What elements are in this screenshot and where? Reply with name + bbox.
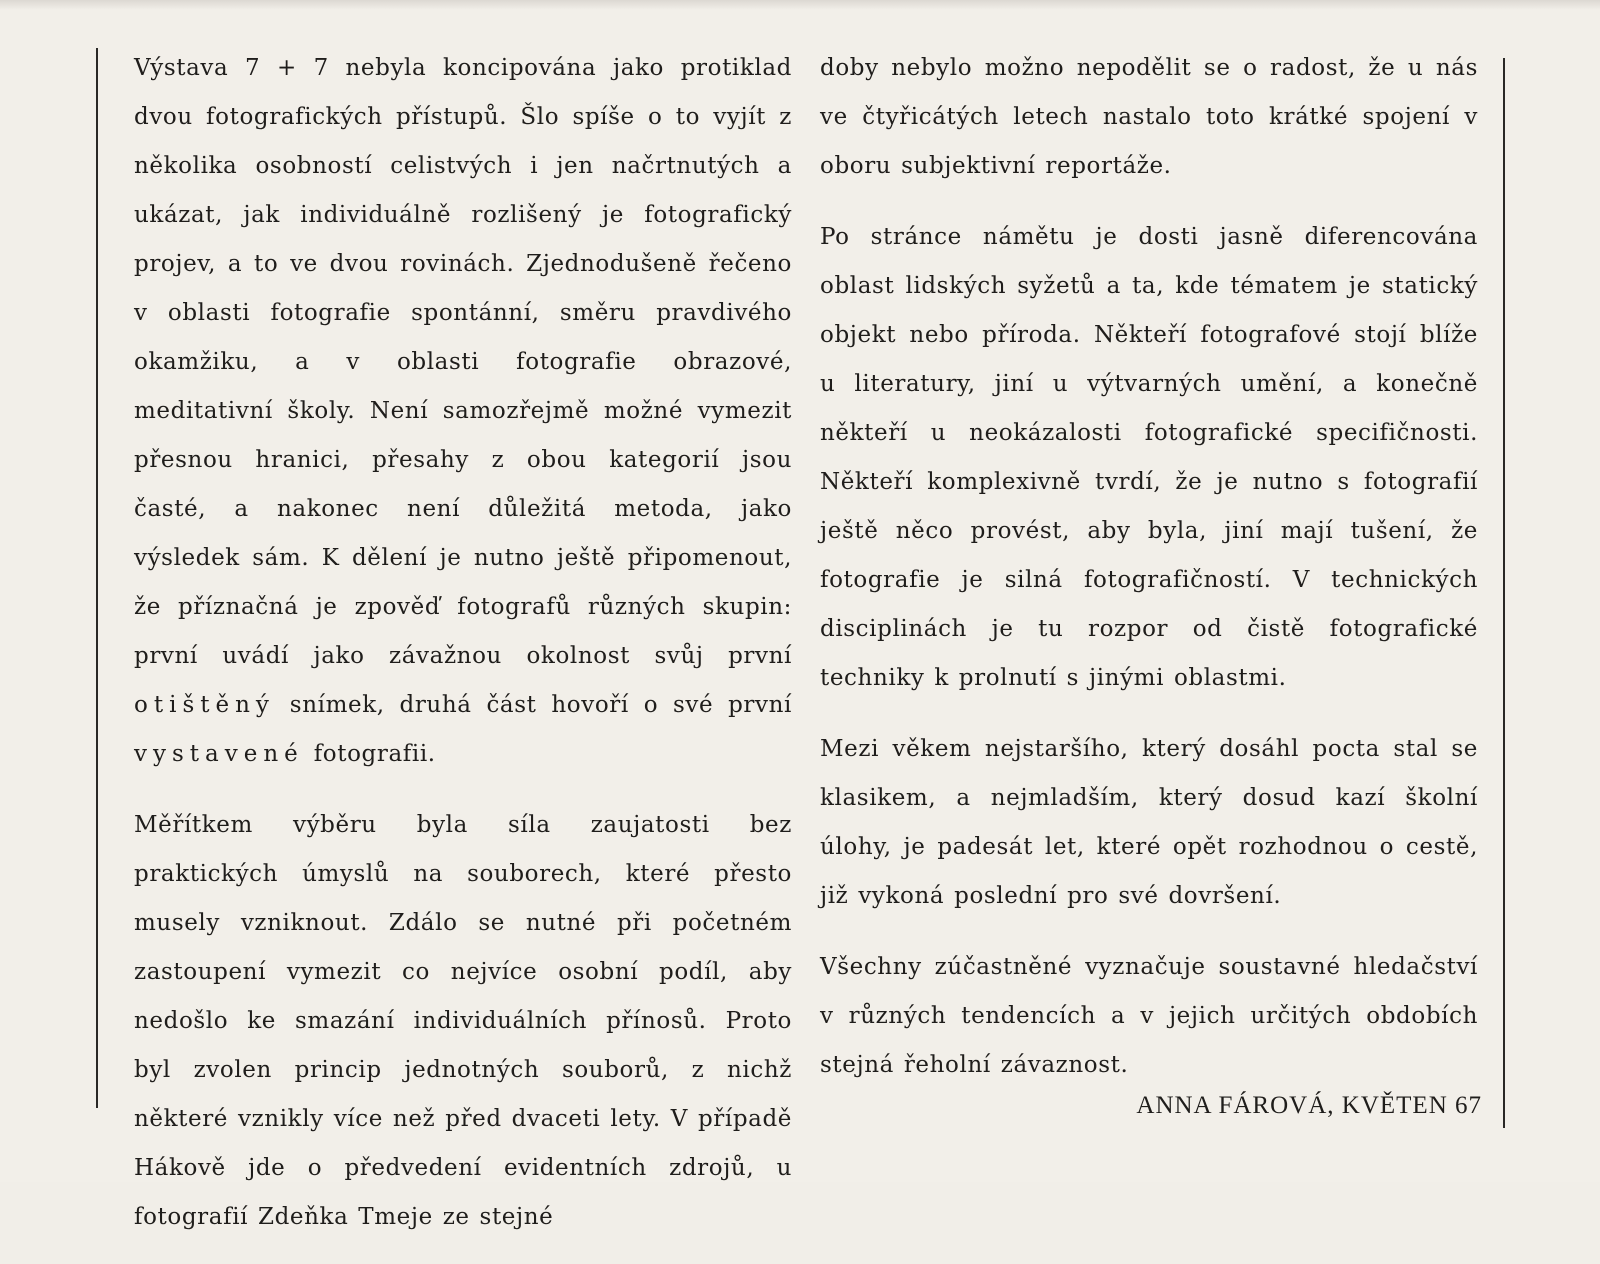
left-p1-text-a: Výstava 7 + 7 nebyla koncipována jako protiklad dvou fotografických přístupů. Šlo spíše o to vyjít z několika osobností celistvých i jen načrtnutých a ukázat, jak individuálně rozlišený je fotografický projev, a to ve dvou rovinách. Zjednodušeně řečeno v oblasti fotografie spontánní, směru pravdivého okamžiku, a v oblasti fotografie obrazové, meditativní školy. Není samozřejmě možné vymezit přesnou hranici, přesahy z obou kategorií jsou časté, a nakonec není důležitá metoda, jako výsledek sám. K dělení je nutno ještě připomenout, že příznačná je zpověď fotografů různých skupin: první uvádí jako závažnou okolnost svůj první	[134, 55, 792, 669]
author-signature: ANNA FÁROVÁ, KVĚTEN 67	[1136, 1092, 1482, 1119]
right-paragraph-3: Mezi věkem nejstaršího, který dosáhl pocta stal se klasikem, a nejmladším, který dosud kazí školní úlohy, je padesát let, které opět rozhodnou o cestě, již vykoná poslední pro své dovršení.	[820, 736, 1478, 909]
left-text-column	[134, 44, 792, 1264]
right-paragraph-1: doby nebylo možno nepodělit se o radost, že u nás ve čtyřicátých letech nastalo toto krátké spojení v oboru subjektivní reportáže.	[820, 55, 1478, 179]
left-p1-text-c: snímek, druhá část hovoří o své první	[274, 692, 792, 718]
left-margin-rule	[96, 48, 98, 1108]
left-paragraph-2: Měřítkem výběru byla síla zaujatosti bez praktických úmyslů na souborech, které přesto musely vzniknout. Zdálo se nutné při početném zastoupení vymezit co nejvíce osobní podíl, aby nedošlo ke smazání individuálních přínosů. Proto byl zvolen princip jednotných souborů, z nichž některé vznikly více než před dvaceti lety. V případě Hákově jde o předvedení evidentních zdrojů, u fotografií Zdeňka Tmeje ze stejné	[134, 812, 792, 1230]
emphasis-vystavene: vystavené	[134, 741, 304, 767]
left-p1-text-e: fotografii.	[303, 741, 436, 767]
right-margin-rule	[1503, 58, 1505, 1128]
right-text-column	[820, 44, 1478, 1112]
page-top-edge	[0, 0, 1600, 10]
emphasis-otisteny: otištěný	[134, 692, 275, 718]
right-paragraph-4: Všechny zúčastněné vyznačuje soustavné hledačství v různých tendencích a v jejich určitých obdobích stejná řeholní závaznost.	[820, 954, 1478, 1078]
left-paragraph-1	[134, 44, 792, 779]
right-paragraph-2: Po stránce námětu je dosti jasně diferencována oblast lidských syžetů a ta, kde tématem je statický objekt nebo příroda. Někteří fotografové stojí blíže u literatury, jiní u výtvarných umění, a konečně někteří u neokázalosti fotografické specifičnosti. Někteří komplexivně tvrdí, že je nutno s fotografií ještě něco provést, aby byla, jiní mají tušení, že fotografie je silná fotografičností. V technických disciplinách je tu rozpor od čistě fotografické techniky k prolnutí s jinými oblastmi.	[820, 224, 1478, 691]
